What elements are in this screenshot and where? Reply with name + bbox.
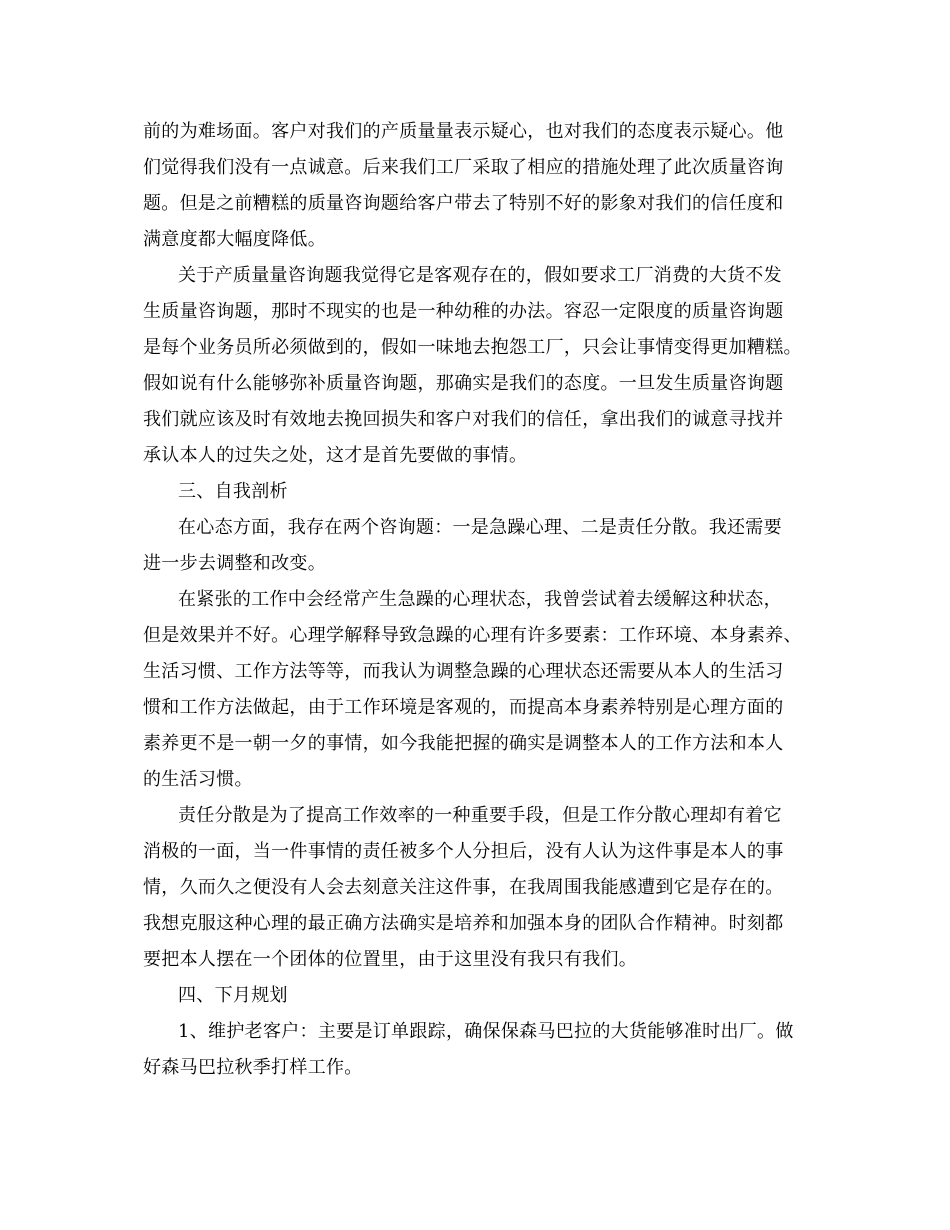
- document-body: [143, 114, 808, 1086]
- paragraph-first-line: 责任分散是为了提高工作效率的一种重要手段，但是工作分散心理却有着它: [178, 805, 782, 826]
- text-line: 的生活习惯。: [143, 769, 253, 790]
- text-line: 素养更不是一朝一夕的事情，如今我能把握的确实是调整本人的工作方法和本人: [143, 733, 784, 754]
- section-heading: 三、自我剖析: [178, 481, 288, 502]
- paragraph-first-line: 关于产质量量咨询题我觉得它是客观存在的，假如要求工厂消费的大货不发: [178, 265, 782, 286]
- paragraph-first-line: 在紧张的工作中会经常产生急躁的心理状态，我曾尝试着去缓解这种状态，: [178, 589, 782, 610]
- text-line: 惯和工作方法做起，由于工作环境是客观的，而提高本身素养特别是心理方面的: [143, 697, 784, 718]
- text-line: 假如说有什么能够弥补质量咨询题，那确实是我们的态度。一旦发生质量咨询题: [143, 373, 784, 394]
- text-line: 好森马巴拉秋季打样工作。: [143, 1057, 363, 1078]
- text-line: 我们就应该及时有效地去挽回损失和客户对我们的信任，拿出我们的诚意寻找并: [143, 409, 784, 430]
- paragraph-first-line: 1、维护老客户：主要是订单跟踪，确保保森马巴拉的大货能够准时出厂。做: [178, 1021, 794, 1042]
- text-line: 题。但是之前糟糕的质量咨询题给客户带去了特别不好的影象对我们的信任度和: [143, 193, 784, 214]
- text-line: 情，久而久之便没有人会去刻意关注这件事，在我周围我能感遭到它是存在的。: [143, 877, 784, 898]
- text-line: 满意度都大幅度降低。: [143, 229, 326, 250]
- text-line: 但是效果并不好。心理学解释导致急躁的心理有许多要素：工作环境、本身素养、: [143, 625, 802, 646]
- text-line: 生质量咨询题，那时不现实的也是一种幼稚的办法。容忍一定限度的质量咨询题: [143, 301, 784, 322]
- text-line: 前的为难场面。客户对我们的产质量量表示疑心，也对我们的态度表示疑心。他: [143, 121, 784, 142]
- text-line: 要把本人摆在一个团体的位置里，由于这里没有我只有我们。: [143, 949, 638, 970]
- text-line: 生活习惯、工作方法等等，而我认为调整急躁的心理状态还需要从本人的生活习: [143, 661, 784, 682]
- text-line: 们觉得我们没有一点诚意。后来我们工厂采取了相应的措施处理了此次质量咨询: [143, 157, 784, 178]
- text-line: 承认本人的过失之处，这才是首先要做的事情。: [143, 445, 528, 466]
- paragraph-first-line: 在心态方面，我存在两个咨询题：一是急躁心理、二是责任分散。我还需要: [178, 517, 782, 538]
- text-line: 进一步去调整和改变。: [143, 553, 326, 574]
- text-line: 是每个业务员所必须做到的，假如一味地去抱怨工厂，只会让事情变得更加糟糕。: [143, 337, 802, 358]
- text-line: 我想克服这种心理的最正确方法确实是培养和加强本身的团队合作精神。时刻都: [143, 913, 784, 934]
- section-heading: 四、下月规划: [178, 985, 288, 1006]
- text-line: 消极的一面，当一件事情的责任被多个人分担后，没有人认为这件事是本人的事: [143, 841, 784, 862]
